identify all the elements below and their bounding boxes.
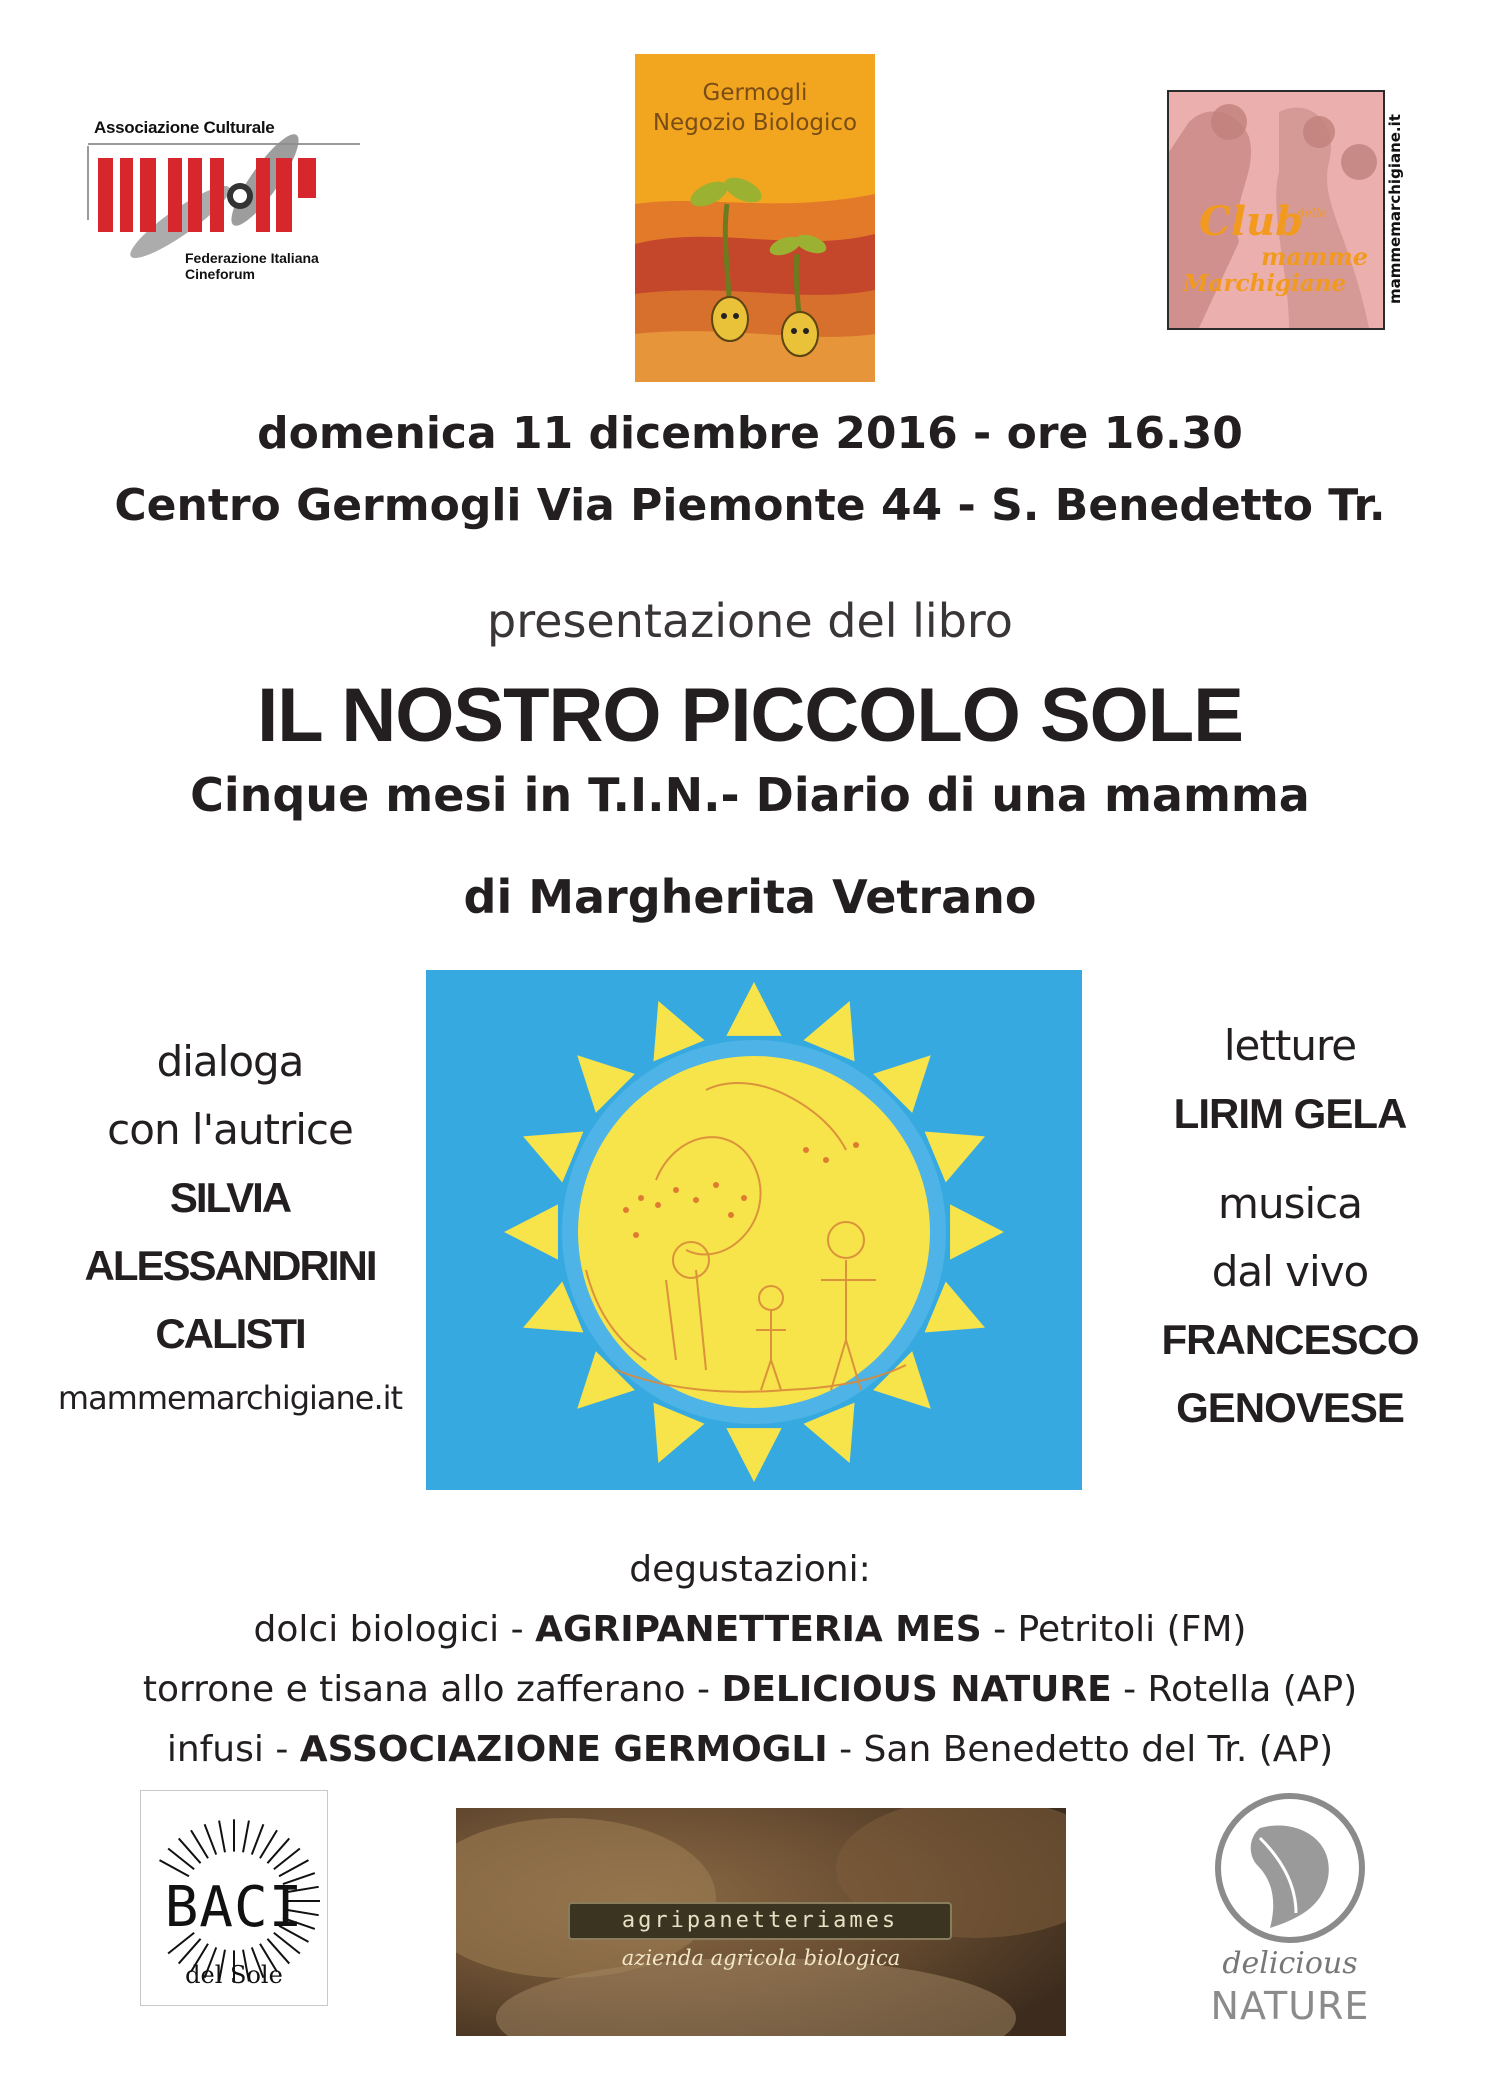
germogli-line2: Negozio Biologico [652, 110, 858, 136]
right-column [1130, 1012, 1450, 1442]
sunburst-ray [219, 1821, 225, 1853]
left-column [40, 1028, 420, 1428]
book-subtitle: Cinque mesi in T.I.N.- Diario di una mamma [190, 768, 1310, 822]
tastings-section [0, 1540, 1500, 1780]
tasting-row [0, 1600, 1500, 1660]
tasting-row [0, 1720, 1500, 1780]
left-name-2: ALESSANDRINI [84, 1242, 376, 1289]
book-title: IL NOSTRO PICCOLO SOLE [257, 673, 1243, 758]
club-mamme-logo [1163, 86, 1407, 332]
right-label-2: musica [1218, 1179, 1362, 1228]
left-name-1: SILVIA [169, 1174, 291, 1221]
tasting-producer: DELICIOUS NATURE [721, 1669, 1112, 1710]
right-name-3: GENOVESE [1176, 1384, 1404, 1431]
germogli-line1: Germogli [702, 80, 808, 106]
club-word2: delle [1297, 206, 1327, 220]
agri-brand-badge [568, 1902, 952, 1940]
tasting-producer: AGRIPANETTERIA MES [535, 1609, 982, 1650]
agri-tagline: azienda agricola biologica [621, 1946, 901, 1970]
agripanetteria-logo [456, 1808, 1066, 2036]
club-side-text: mammemarchigiane.it [1386, 114, 1404, 304]
delicious-word: delicious [1222, 1946, 1358, 1981]
tasting-producer: ASSOCIAZIONE GERMOGLI [299, 1729, 828, 1770]
right-label-3: dal vivo [1211, 1247, 1369, 1296]
club-word1: Club [1199, 198, 1304, 245]
tasting-location: - San Benedetto del Tr. (AP) [827, 1729, 1334, 1770]
left-website: mammemarchigiane.it [57, 1379, 403, 1417]
event-place: Centro Germogli Via Piemonte 44 - S. Benedetto Tr. [114, 480, 1386, 531]
tasting-location: - Petritoli (FM) [981, 1609, 1247, 1650]
book-intro: presentazione del libro [487, 594, 1013, 648]
right-name-2: FRANCESCO [1161, 1316, 1419, 1363]
baci-del-sole-logo [140, 1790, 328, 2006]
sunburst-ray [205, 1824, 217, 1854]
agri-brand: agripanetteriames [621, 1908, 899, 1933]
sunburst-ray [252, 1824, 264, 1854]
tasting-prefix: infusi - [166, 1729, 300, 1770]
tasting-row [0, 1660, 1500, 1720]
event-date: domenica 11 dicembre 2016 - ore 16.30 [257, 408, 1243, 459]
germogli-title [635, 78, 875, 138]
germogli-logo [635, 54, 875, 382]
sun-drawing [426, 970, 1082, 1490]
delicious-nature-logo [1200, 1788, 1380, 2038]
right-label-1: letture [1223, 1021, 1357, 1070]
blowup-logo [80, 110, 380, 280]
tasting-prefix: torrone e tisana allo zafferano - [142, 1669, 722, 1710]
left-name-3: CALISTI [155, 1310, 305, 1357]
blowup-top-text: Associazione Culturale [94, 118, 275, 137]
sunburst-ray [243, 1821, 249, 1853]
sun-icon [426, 970, 1082, 1490]
tastings-heading: degustazioni: [629, 1549, 871, 1590]
baci-sub: del Sole [185, 1961, 283, 1989]
baci-word: BACI [164, 1875, 304, 1940]
blowup-bottom-text: Federazione Italiana Cineforum [185, 250, 319, 282]
leaf-icon [1200, 1788, 1380, 1948]
club-word3: mamme [1261, 242, 1369, 271]
club-logo-panel [1167, 90, 1385, 330]
club-side-text-box [1383, 94, 1405, 326]
nature-word: NATURE [1210, 1984, 1370, 2028]
tasting-prefix: dolci biologici - [253, 1609, 536, 1650]
book-author: di Margherita Vetrano [463, 870, 1037, 924]
left-label-2: con l'autrice [107, 1105, 353, 1154]
right-name-1: LIRIM GELA [1173, 1090, 1407, 1137]
club-word4: Marchigiane [1183, 270, 1347, 297]
tasting-location: - Rotella (AP) [1111, 1669, 1358, 1710]
left-label-1: dialoga [156, 1037, 304, 1086]
